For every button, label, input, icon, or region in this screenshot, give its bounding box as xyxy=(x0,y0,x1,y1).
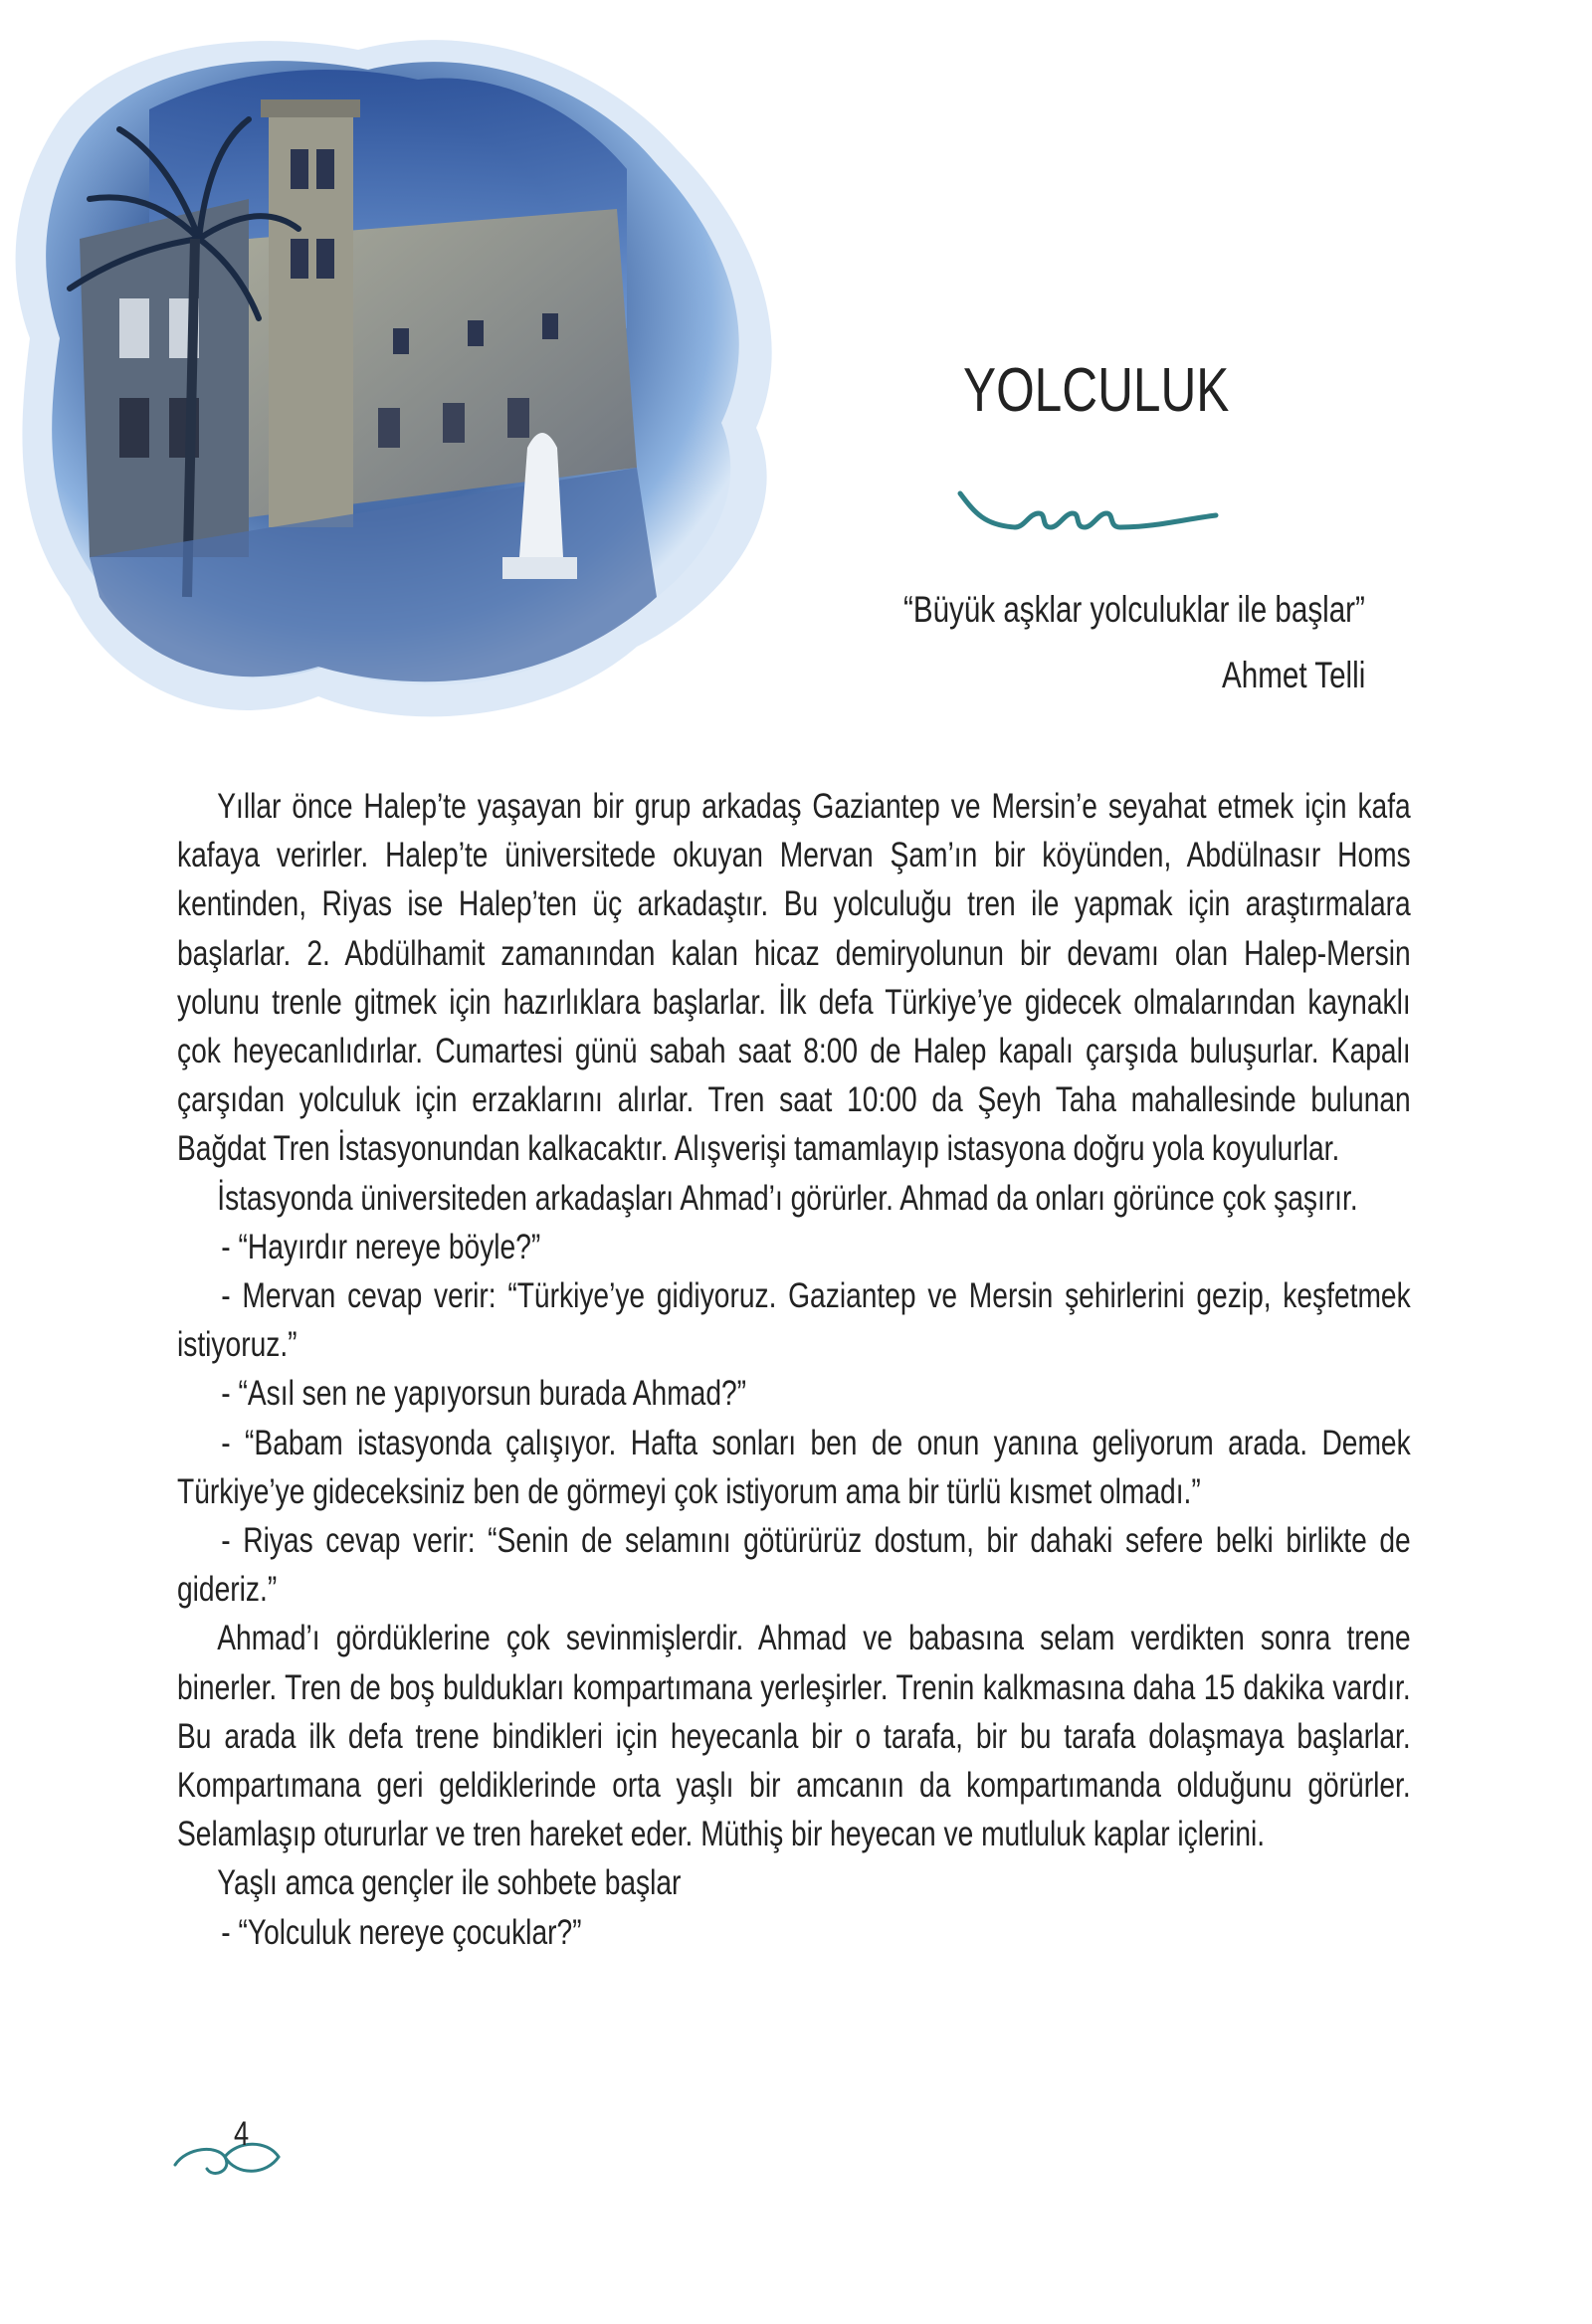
paragraph: Yıllar önce Halep’te yaşayan bir grup arkadaş Gaziantep ve Mersin’e seyahat etmek için kafa kafaya verirler. Halep’te üniversitede okuyan Mervan Şam’ın bir köyünden, Abdülnasır Homs kentinden, Riyas ise Halep’ten üç arkadaştır. Bu yolculuğu tren ile yapmak için araştırmalara başlarlar. 2. Abdülhamit zamanından kalan hicaz demiryolunun bir devamı olan Halep-Mersin yolunu trenle gitmek için hazırlıklara başlarlar. İlk defa Türkiye’ye gidecek olmalarından kaynaklı çok heyecanlıdırlar. Cumartesi günü sabah saat 8:00 de Halep kapalı çarşıda buluşurlar. Kapalı çarşıdan yolculuk için erzaklarını alırlar. Tren saat 10:00 da Şeyh Taha mahallesinde bulunan Bağdat Tren İstasyonundan kalkacaktır. Alışverişi tamamlayıp istasyona doğru yola koyulurlar. xyxy=(177,787,1411,1169)
chapter-title: YOLCULUK xyxy=(963,356,1230,425)
paragraph: İstasyonda üniversiteden arkadaşları Ahmad’ı görürler. Ahmad da onları görünce çok şaşırır. xyxy=(217,1178,1358,1218)
page-number-swirl-icon xyxy=(167,2127,287,2187)
dialogue-line: - “Yolculuk nereye çocuklar?” xyxy=(221,1912,582,1952)
dialogue-line: - “Asıl sen ne yapıyorsun burada Ahmad?” xyxy=(221,1374,747,1414)
epigraph-quote: “Büyük aşklar yolculuklar ile başlar” xyxy=(903,589,1365,630)
wave-ornament-icon xyxy=(955,484,1224,543)
body-text xyxy=(177,782,1411,1957)
paragraph: Ahmad’ı gördüklerine çok sevinmişlerdir. Ahmad ve babasına selam verdikten sonra trene binerler. Tren de boş buldukları kompartımana yerleşirler. Trenin kalkmasına daha 15 dakika vardır. Bu arada ilk defa trene bindikleri için heyecanla bir o tarafa, bir bu tarafa dolaşmaya başlarlar. Kompartımana geri geldiklerinde orta yaşlı bir amcanın da kompartımanda olduğunu görürler. Selamlaşıp otururlar ve tren hareket eder. Müthiş bir heyecan ve mutluluk kaplar içlerini. xyxy=(177,1619,1411,1854)
dialogue-line: - Mervan cevap verir: “Türkiye’ye gidiyoruz. Gaziantep ve Mersin şehirlerini gezip, keşfetmek istiyoruz.” xyxy=(177,1276,1411,1365)
dialogue-line: - “Babam istasyonda çalışıyor. Hafta sonları ben de onun yanına geliyorum arada. Demek Türkiye’ye gideceksiniz ben de görmeyi çok istiyorum ama bir türlü kısmet olmadı.” xyxy=(177,1423,1411,1511)
dialogue-line: - “Hayırdır nereye böyle?” xyxy=(221,1227,541,1266)
page-number: 4 xyxy=(234,2115,250,2153)
paragraph: Yaşlı amca gençler ile sohbete başlar xyxy=(217,1863,682,1903)
dialogue-line: - Riyas cevap verir: “Senin de selamını götürürüz dostum, bir dahaki sefere belki birlikte de gideriz.” xyxy=(177,1521,1411,1610)
epigraph-author: Ahmet Telli xyxy=(1221,655,1365,695)
